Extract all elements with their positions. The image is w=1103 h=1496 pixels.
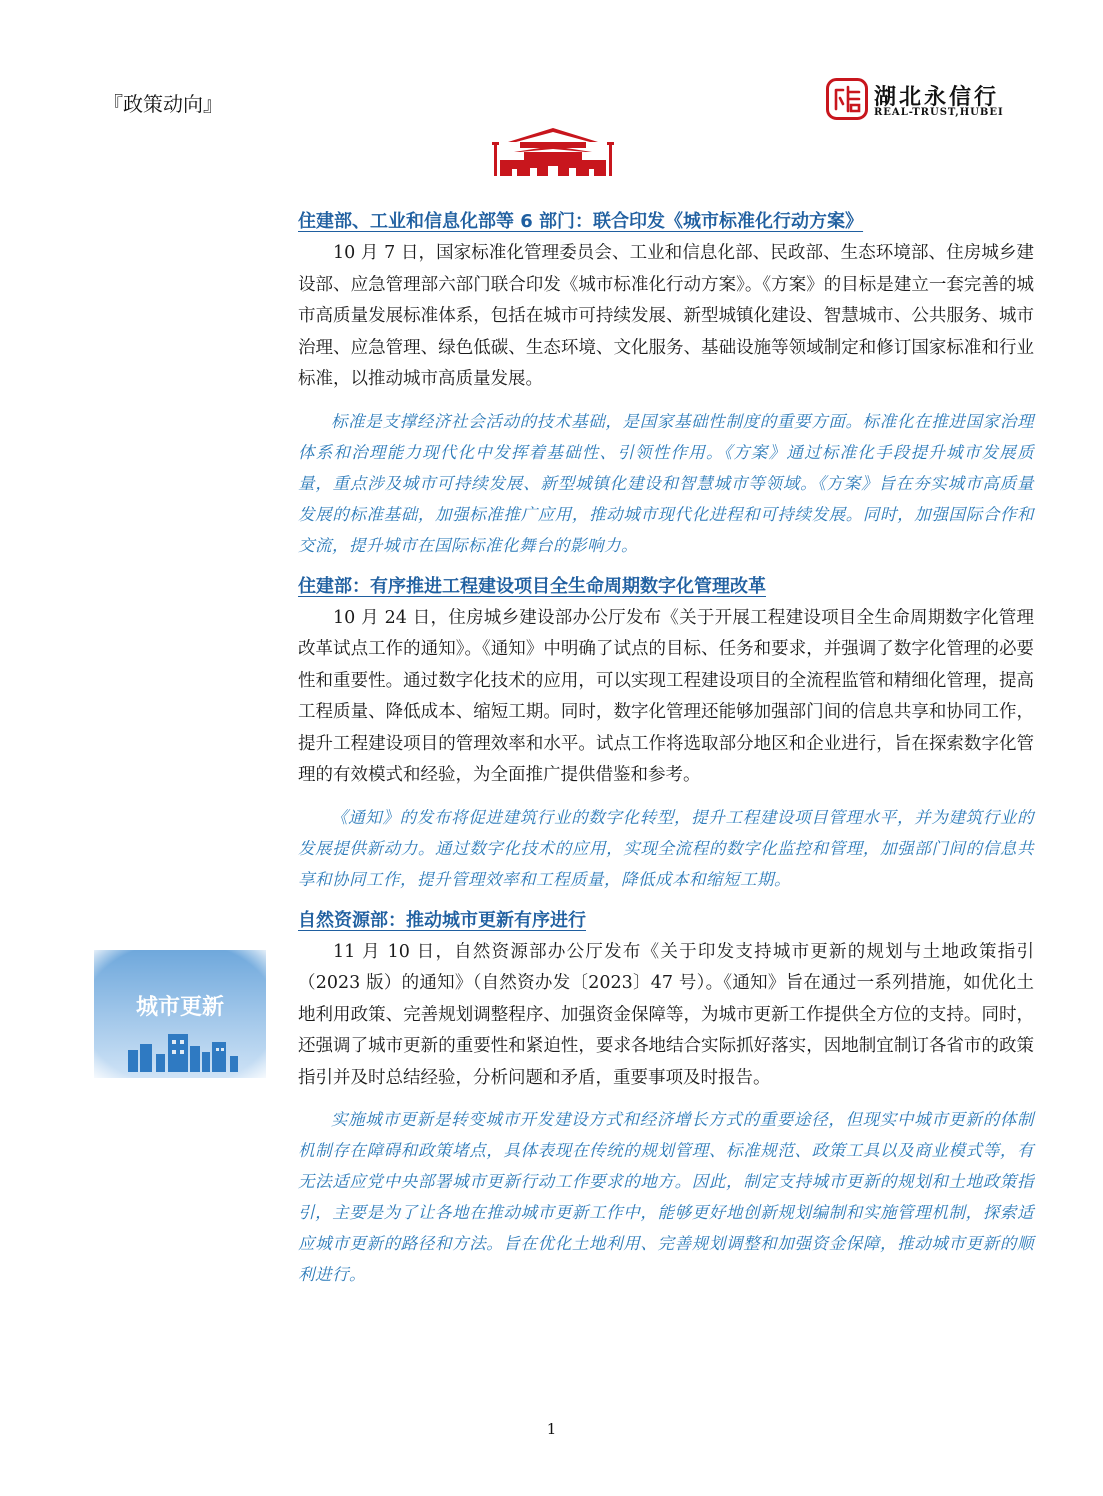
urban-renewal-illustration xyxy=(94,950,266,1078)
article-title: 住建部：有序推进工程建设项目全生命周期数字化管理改革 xyxy=(298,575,766,597)
article-commentary: 实施城市更新是转变城市开发建设方式和经济增长方式的重要途径，但现实中城市更新的体制机制存在障碍和政策堵点，具体表现在传统的规划管理、标准规范、政策工具以及商业模式等，有无法适应党中央部署城市更新行动工作要求的地方。因此，制定支持城市更新的规划和土地政策指引，主要是为了让各地在推动城市更新工作中，能够更好地创新规划编制和实施管理机制，探索适应城市更新的路径和方法。旨在优化土地利用、完善规划调整和加强资金保障，推动城市更新的顺利进行。 xyxy=(298,1110,1034,1284)
logo-emblem-icon xyxy=(826,78,868,120)
article-commentary: 标准是支撑经济社会活动的技术基础，是国家基础性制度的重要方面。标准化在推进国家治理体系和治理能力现代化中发挥着基础性、引领性作用。《方案》通过标准化手段提升城市发展质量，重点涉及城市可持续发展、新型城镇化建设和智慧城市等领域。《方案》旨在夯实城市高质量发展的标准基础，加强标准推广应用，推动城市现代化进程和可持续发展。同时，加强国际合作和交流，提升城市在国际标准化舞台的影响力。 xyxy=(298,411,1034,555)
article-body: 10 月 7 日，国家标准化管理委员会、工业和信息化部、民政部、生态环境部、住房城乡建设部、应急管理部六部门联合印发《城市标准化行动方案》。《方案》的目标是建立一套完善的城市高质量发展标准体系，包括在城市可持续发展、新型城镇化建设、智慧城市、公共服务、城市治理、应急管理、绿色低碳、生态环境、文化服务、基础设施等领域制定和修订国家标准和行业标准，以推动城市高质量发展。 xyxy=(298,243,1034,389)
tiananmen-gate-icon xyxy=(490,122,616,178)
article-commentary: 《通知》的发布将促进建筑行业的数字化转型，提升工程建设项目管理水平，并为建筑行业的发展提供新动力。通过数字化技术的应用，实现全流程的数字化监控和管理，加强部门间的信息共享和协同工作，提升管理效率和工程质量，降低成本和缩短工期。 xyxy=(298,807,1034,889)
article-urban-renewal xyxy=(298,905,1034,1291)
article-urban-standardization xyxy=(298,206,1034,571)
logo-name-en: REAL-TRUST,HUBEI xyxy=(874,107,1004,118)
section-tag: 『政策动向』 xyxy=(103,92,223,116)
article-body: 10 月 24 日，住房城乡建设部办公厅发布《关于开展工程建设项目全生命周期数字化管理改革试点工作的通知》。《通知》中明确了试点的目标、任务和要求，并强调了数字化管理的必要性和重要性。通过数字化技术的应用，可以实现工程建设项目的全流程监管和精细化管理，提高工程质量、降低成本、缩短工期。同时，数字化管理还能够加强部门间的信息共享和协同工作，提升工程建设项目的管理效率和水平。试点工作将选取部分地区和企业进行，旨在探索数字化管理的有效模式和经验，为全面推广提供借鉴和参考。 xyxy=(298,607,1034,785)
article-body: 11 月 10 日，自然资源部办公厅发布《关于印发支持城市更新的规划与土地政策指引（2023 版）的通知》（自然资办发〔2023〕47 号）。《通知》旨在通过一系列措施，如优化土地利用政策、完善规划调整程序、加强资金保障等，为城市更新工作提供全方位的支持。同时，还强调了城市更新的重要性和紧迫性，要求各地结合实际抓好落实，因地制宜制订各省市的政策指引并及时总结经验，分析问题和矛盾，重要事项及时报告。 xyxy=(298,941,1034,1088)
illustration-label: 城市更新 xyxy=(135,994,225,1020)
article-title: 住建部、工业和信息化部等 6 部门：联合印发《城市标准化行动方案》 xyxy=(298,211,864,232)
logo-name-cn: 湖北永信行 xyxy=(874,85,1000,110)
article-list xyxy=(298,206,1034,1290)
article-title: 自然资源部：推动城市更新有序进行 xyxy=(298,909,586,931)
article-digital-management-reform xyxy=(298,571,1034,905)
company-logo xyxy=(826,78,1026,122)
page-number: 1 xyxy=(546,1420,557,1438)
